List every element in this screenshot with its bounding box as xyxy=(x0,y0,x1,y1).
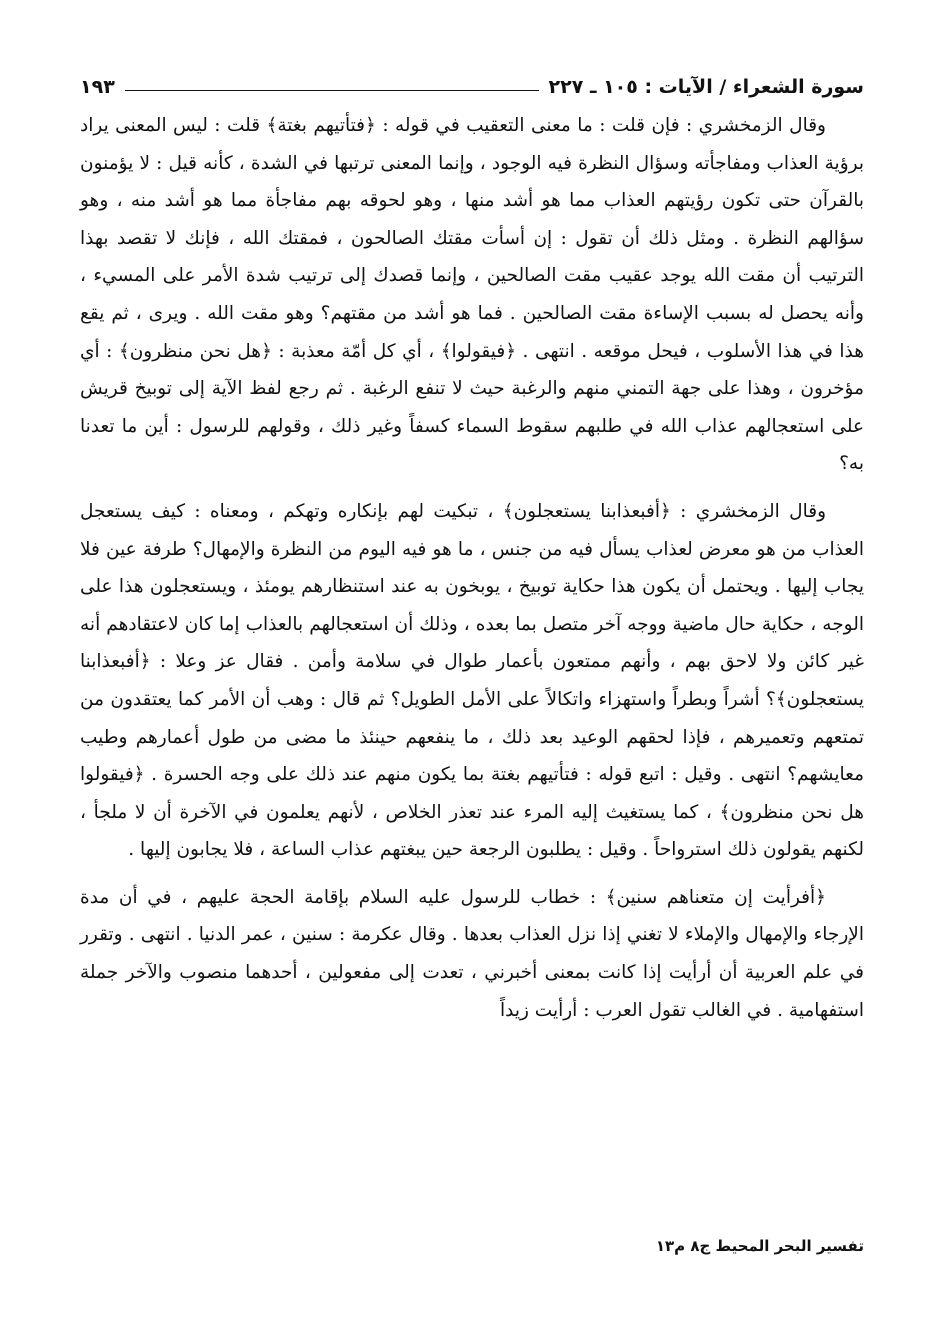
paragraph: وقال الزمخشري : فإن قلت : ما معنى التعقيب في قوله : ﴿فتأتيهم بغتة﴾ قلت : ليس المعنى يراد برؤية العذاب ومفاجأته وسؤال النظرة فيه الوجود ، وإنما المعنى ترتبها في الشدة ، كأنه قيل : لا يؤمنون بالقرآن حتى تكون رؤيتهم العذاب مما هو أشد منها ، وهو لحوقه بهم مفاجأة مما هو أشد منه ، وهو سؤالهم النظرة . ومثل ذلك أن تقول : إن أسأت مقتك الصالحون ، فمقتك الله ، فإنك لا تقصد بهذا الترتيب أن مقت الله يوجد عقيب مقت الصالحين ، وإنما قصدك إلى ترتيب شدة الأمر على المسيء ، وأنه يحصل له بسبب الإساءة مقت الصالحين . فما هو أشد من مقتهم؟ وهو مقت الله . ويرى ، ثم يقع هذا في هذا الأسلوب ، فيحل موقعه . انتهى . ﴿فيقولوا﴾ ، أي كل أمّة معذبة : ﴿هل نحن منظرون﴾ : أي مؤخرون ، وهذا على جهة التمني منهم والرغبة حيث لا تنفع الرغبة . ثم رجع لفظ الآية إلى توبيخ قريش على استعجالهم عذاب الله في طلبهم سقوط السماء كسفاً وغير ذلك ، وقولهم للرسول : أين ما تعدنا به؟ xyxy=(80,115,864,475)
signature-footer: تفسير البحر المحيط ج٨ م١٣ xyxy=(655,1237,864,1255)
header-rule xyxy=(125,90,539,91)
page-header xyxy=(80,58,864,98)
page-number: ١٩٣ xyxy=(80,76,115,98)
running-title: سورة الشعراء / الآيات : ١٠٥ ـ ٢٢٧ xyxy=(548,76,864,98)
paragraph: ﴿أفرأيت إن متعناهم سنين﴾ : خطاب للرسول عليه السلام بإقامة الحجة عليهم ، في أن مدة الإرجاء والإمهال والإملاء لا تغني إذا نزل العذاب بعدها . وقال عكرمة : سنين ، عمر الدنيا . انتهى . وتقرر في علم العربية أن أرأيت إذا كانت بمعنى أخبرني ، تعدت إلى مفعولين ، أحدهما منصوب والآخر جملة استفهامية . في الغالب تقول العرب : أرأيت زيداً xyxy=(80,886,864,1021)
page-body xyxy=(80,107,864,1029)
paragraph: وقال الزمخشري : ﴿أفبعذابنا يستعجلون﴾ ، تبكيت لهم بإنكاره وتهكم ، ومعناه : كيف يستعجل العذاب من هو معرض لعذاب يسأل فيه من جنس ، ما هو فيه اليوم من النظرة والإمهال؟ طرفة عين فلا يجاب إليها . ويحتمل أن يكون هذا حكاية توبيخ ، يوبخون به عند استنظارهم يومئذ ، ويستعجلون هذا على الوجه ، حكاية حال ماضية ووجه آخر متصل بما بعده ، وذلك أن استعجالهم بالعذاب إما كان لاعتقادهم أنه غير كائن ولا لاحق بهم ، وأنهم ممتعون بأعمار طوال في سلامة وأمن . فقال عز وعلا : ﴿أفبعذابنا يستعجلون﴾؟ أشراً وبطراً واستهزاء واتكالاً على الأمل الطويل؟ ثم قال : وهب أن الأمر كما يعتقدون من تمتعهم وتعميرهم ، فإذا لحقهم الوعيد بعد ذلك ، ما ينفعهم حينئذ ما مضى من طول أعمارهم وطيب معايشهم؟ انتهى . وقيل : اتبع قوله : فتأتيهم بغتة بما يكون منهم عند ذلك على وجه الحسرة . ﴿فيقولوا هل نحن منظرون﴾ ، كما يستغيث إليه المرء عند تعذر الخلاص ، لأنهم يعلمون في الآخرة أن لا ملجأ ، لكنهم يقولون ذلك استرواحاً . وقيل : يطلبون الرجعة حين يبغتهم عذاب الساعة ، فلا يجابون إليها . xyxy=(80,500,864,861)
